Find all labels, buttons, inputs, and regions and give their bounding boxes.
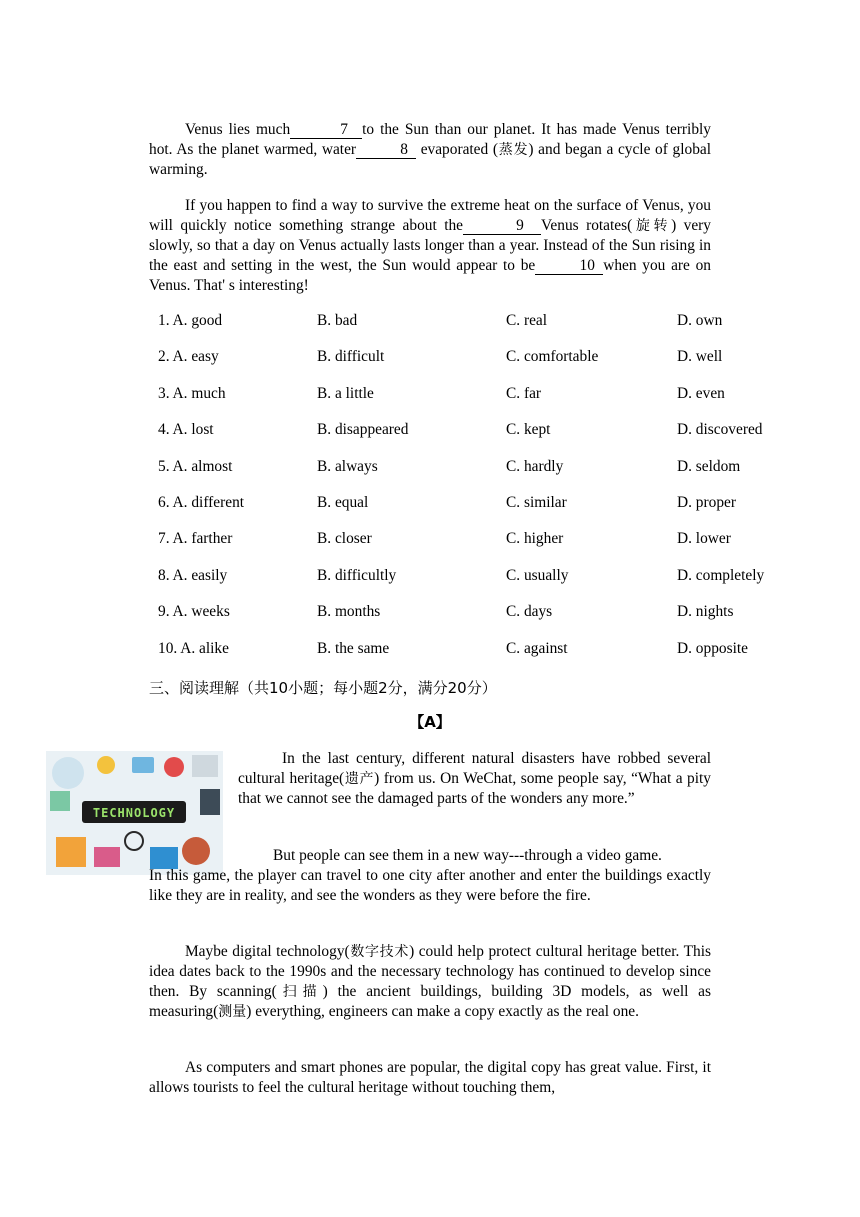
blank-10: 10 bbox=[535, 258, 603, 275]
text: If you happen to find a way to survive the extreme heat on the surface of Venus, you will quickly notice something strange about the bbox=[149, 197, 711, 234]
blank-9: 9 bbox=[463, 218, 541, 235]
option-b: B. disappeared bbox=[317, 421, 409, 439]
option-d: D. nights bbox=[677, 603, 734, 621]
option-row bbox=[158, 385, 798, 421]
option-b: B. bad bbox=[317, 312, 358, 329]
tablet-icon bbox=[192, 755, 218, 777]
technology-illustration-graphic bbox=[46, 751, 223, 875]
option-d: D. opposite bbox=[677, 639, 748, 657]
hand-icon bbox=[182, 837, 210, 865]
option-d: D. discovered bbox=[677, 421, 763, 439]
text: ) very slowly, so that a day on Venus actually lasts longer than a year. Instead of the Sun rising in the east and setting in the west, the Sun would appear to be bbox=[149, 217, 712, 274]
text: But people can see them in a new way---through a video game. bbox=[273, 847, 662, 864]
option-a: 3. A. much bbox=[158, 384, 226, 402]
chinese-gloss: 旋转 bbox=[632, 218, 672, 234]
option-row bbox=[158, 603, 798, 639]
option-d: D. even bbox=[677, 384, 725, 402]
section-heading: 三、阅读理解（共10小题；每小题2分，满分20分） bbox=[149, 679, 497, 697]
camera-icon bbox=[94, 847, 120, 867]
option-c: C. kept bbox=[506, 421, 551, 439]
text: ) could help protect cultural heritage better. This idea dates back to the 1990s and the necessary technology has continued to develop since then. By scanning( bbox=[149, 943, 711, 1000]
option-a: 5. A. almost bbox=[158, 457, 233, 475]
reading-paragraph-2-first-line bbox=[238, 846, 716, 866]
option-a: 4. A. lost bbox=[158, 421, 214, 439]
option-b: B. difficult bbox=[317, 348, 385, 366]
option-c: C. real bbox=[506, 312, 548, 329]
option-b: B. the same bbox=[317, 639, 390, 657]
option-d: D. completely bbox=[677, 566, 765, 584]
option-a: 2. A. easy bbox=[158, 348, 219, 366]
option-b: B. a little bbox=[317, 384, 374, 402]
passage-paragraph-2 bbox=[149, 196, 711, 296]
option-b: B. months bbox=[317, 603, 381, 621]
doc-icon bbox=[50, 791, 70, 811]
option-row bbox=[158, 348, 798, 384]
option-row bbox=[158, 312, 798, 348]
monitor-icon bbox=[132, 757, 154, 773]
text: Venus lies much bbox=[185, 121, 291, 138]
phone-icon bbox=[200, 789, 220, 815]
option-c: C. hardly bbox=[506, 457, 564, 475]
option-b: B. equal bbox=[317, 493, 369, 511]
text: Maybe digital technology( bbox=[185, 943, 350, 960]
option-c: C. comfortable bbox=[506, 348, 599, 366]
blank-8: 8 bbox=[356, 142, 416, 159]
passage-label: 【A】 bbox=[409, 713, 451, 731]
passage-paragraph-1 bbox=[149, 120, 711, 180]
text: As computers and smart phones are popular, the digital copy has great value. First, it allows tourists to feel the cultural heritage without touching them, bbox=[149, 1059, 711, 1096]
text: when you are on Venus. That' s interesting! bbox=[149, 257, 711, 294]
option-row bbox=[158, 421, 798, 457]
option-c: C. higher bbox=[506, 530, 564, 548]
option-a: 10. A. alike bbox=[158, 639, 229, 657]
text: In the last century, different natural disasters have robbed several cultural heritage( bbox=[238, 750, 711, 787]
option-row bbox=[158, 494, 798, 530]
option-c: C. against bbox=[506, 639, 568, 657]
options-table bbox=[158, 312, 798, 676]
option-row bbox=[158, 640, 798, 676]
option-c: C. similar bbox=[506, 493, 567, 511]
folder-icon bbox=[56, 837, 86, 867]
option-c: C. usually bbox=[506, 566, 569, 584]
option-a: 8. A. easily bbox=[158, 566, 228, 584]
option-b: B. always bbox=[317, 457, 378, 475]
option-d: D. seldom bbox=[677, 457, 741, 475]
option-d: D. own bbox=[677, 312, 723, 329]
option-c: C. days bbox=[506, 603, 553, 621]
chart-icon bbox=[164, 757, 184, 777]
reading-paragraph-1 bbox=[238, 749, 711, 809]
chinese-gloss: 数字技术 bbox=[349, 944, 410, 960]
bulb-icon bbox=[97, 756, 115, 774]
chinese-gloss: 遗产 bbox=[344, 771, 375, 787]
option-d: D. well bbox=[677, 348, 723, 366]
text: ) from us. On WeChat, some people say, “What a pity that we cannot see the damaged parts of the wonders any more.” bbox=[238, 770, 711, 807]
text: ) and began a cycle of global warming. bbox=[149, 141, 712, 178]
technology-illustration bbox=[46, 751, 223, 875]
reading-paragraph-2-rest bbox=[149, 866, 711, 906]
technology-banner-text: TECHNOLOGY bbox=[92, 806, 176, 820]
chinese-gloss: 蒸发 bbox=[497, 142, 529, 158]
cloud-icon bbox=[52, 757, 84, 789]
option-a: 7. A. farther bbox=[158, 530, 233, 548]
text: evaporated ( bbox=[416, 141, 498, 158]
text: Venus rotates( bbox=[541, 217, 633, 234]
option-row bbox=[158, 530, 798, 566]
option-row bbox=[158, 458, 798, 494]
reading-paragraph-4 bbox=[149, 1058, 711, 1098]
text: In this game, the player can travel to one city after another and enter the buildings exactly like they are in reality, and see the wonders as they were before the fire. bbox=[149, 867, 711, 904]
option-a: 6. A. different bbox=[158, 493, 245, 511]
option-b: B. difficultly bbox=[317, 566, 397, 584]
option-a: 9. A. weeks bbox=[158, 603, 230, 621]
option-row bbox=[158, 567, 798, 603]
blank-7: 7 bbox=[290, 122, 362, 139]
chinese-gloss: 测量 bbox=[218, 1004, 247, 1020]
option-d: D. proper bbox=[677, 493, 736, 511]
text: to the Sun than our planet. It has made Venus terribly hot. As the planet warmed, water bbox=[149, 121, 711, 158]
option-b: B. closer bbox=[317, 530, 372, 548]
chinese-gloss: 扫描 bbox=[276, 984, 323, 1000]
option-a: 1. A. good bbox=[158, 312, 223, 329]
option-c: C. far bbox=[506, 384, 542, 402]
option-d: D. lower bbox=[677, 530, 731, 548]
text: ) the ancient buildings, building 3D models, as well as measuring( bbox=[149, 983, 711, 1020]
text: ) everything, engineers can make a copy exactly as the real one. bbox=[246, 1003, 639, 1020]
reading-paragraph-3 bbox=[149, 942, 711, 1022]
